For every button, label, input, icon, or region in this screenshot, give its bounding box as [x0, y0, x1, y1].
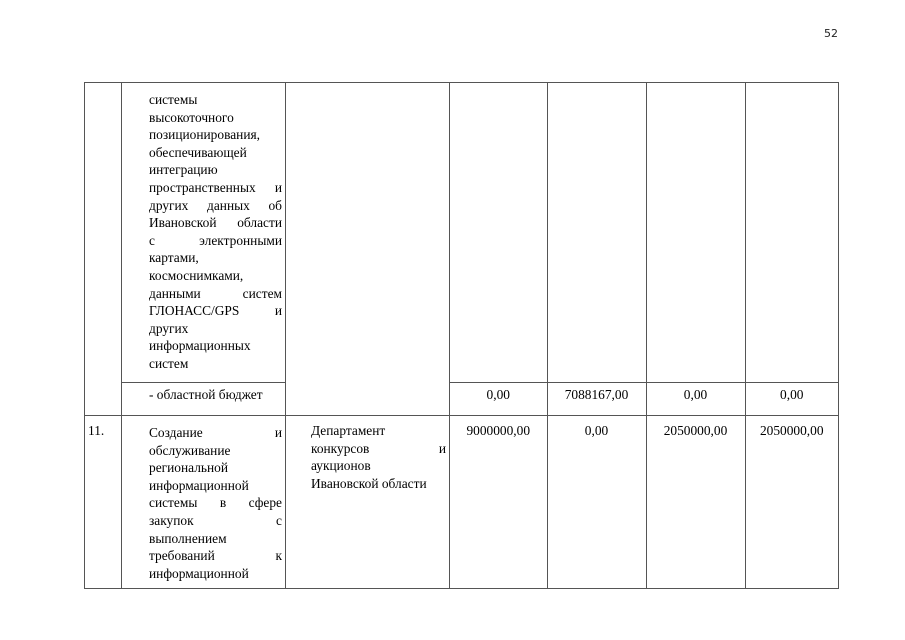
activity-name-line: закупок с: [149, 512, 282, 528]
activity-name-line: ГЛОНАСС/GPS и: [149, 303, 282, 319]
value-cell: [547, 83, 646, 383]
activity-name-cell: [122, 416, 286, 589]
activity-name-line: картами,: [149, 250, 199, 266]
row-number-cell: [85, 83, 122, 416]
activity-name-line: информационной: [149, 565, 249, 581]
activity-name-line: систем: [149, 355, 189, 371]
activity-name-line: системы в сфере: [149, 495, 282, 511]
value-cell: 0,00: [450, 383, 548, 416]
activity-name-line: выполнением: [149, 530, 227, 546]
value-cell: 0,00: [745, 383, 839, 416]
responsible-line: конкурсов и: [311, 440, 446, 456]
value-cell: [450, 83, 548, 383]
activity-name-line: пространственных и: [149, 179, 282, 195]
responsible-line: Ивановской области: [311, 475, 427, 491]
activity-name-line: Создание и: [149, 425, 282, 440]
responsible-line: аукционов: [311, 458, 371, 474]
page-number: 52: [824, 27, 838, 40]
responsible-line: Департамент: [311, 423, 386, 438]
funding-source-cell: - областной бюджет: [122, 383, 286, 416]
activity-name-line: с электронными: [149, 232, 282, 248]
activity-name-line: других данных об: [149, 197, 282, 213]
activity-name-cell: [122, 83, 286, 383]
activity-name-line: обеспечивающей: [149, 144, 247, 160]
activity-name-line: других: [149, 320, 189, 336]
value-cell: 2050000,00: [745, 416, 839, 589]
value-cell: 9000000,00: [450, 416, 548, 589]
activity-name-line: высокоточного: [149, 109, 234, 125]
value-cell: [646, 83, 745, 383]
responsible-cell: [286, 83, 450, 416]
activity-name-line: региональной: [149, 460, 229, 476]
activity-name-line: обслуживание: [149, 442, 231, 458]
activity-name-line: интеграцию: [149, 162, 218, 178]
activity-name-line: требований к: [149, 548, 282, 564]
activity-name-line: данными систем: [149, 285, 282, 301]
activity-name-line: системы: [149, 92, 198, 107]
table-row: [85, 83, 839, 383]
activity-name-line: информационной: [149, 477, 249, 493]
table-row: [85, 383, 839, 416]
table-row: [85, 416, 839, 589]
value-cell: 7088167,00: [547, 383, 646, 416]
row-number-cell: 11.: [85, 416, 122, 589]
value-cell: [745, 83, 839, 383]
activity-name-line: информационных: [149, 338, 251, 354]
activity-name-line: Ивановской области: [149, 215, 282, 231]
value-cell: 0,00: [646, 383, 745, 416]
activity-name-line: позиционирования,: [149, 127, 260, 143]
responsible-cell: [286, 416, 450, 589]
value-cell: 0,00: [547, 416, 646, 589]
activity-name-line: космоснимками,: [149, 267, 244, 283]
program-table: [84, 82, 839, 589]
value-cell: 2050000,00: [646, 416, 745, 589]
